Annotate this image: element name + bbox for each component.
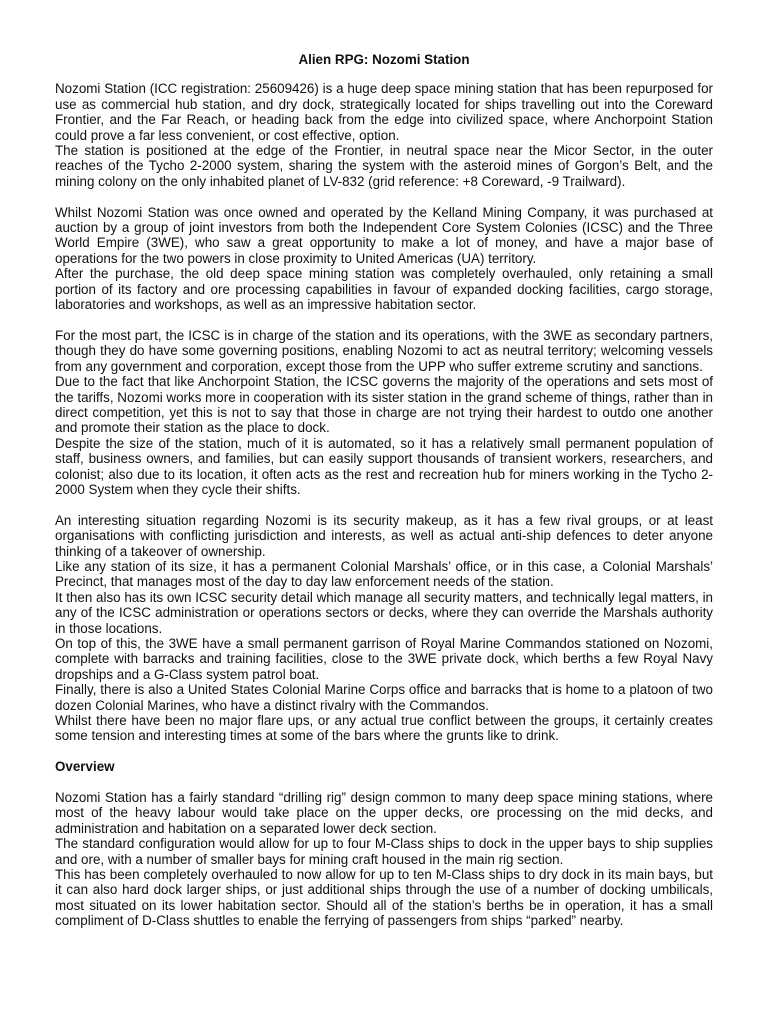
section-intro — [55, 81, 713, 189]
paragraph: An interesting situation regarding Nozomi is its security makeup, as it has a few rival groups, or at least organisations with conflicting jurisdiction and interests, as well as actual anti-ship defences to deter anyone thinking of a takeover of ownership. — [55, 512, 713, 559]
paragraph: Nozomi Station has a fairly standard “drilling rig” design common to many deep space mining stations, where most of the heavy labour would take place on the upper decks, ore processing on the mid decks, and administration and habitation on a separated lower deck section. — [55, 790, 713, 836]
paragraph: The standard configuration would allow for up to four M-Class ships to dock in the upper bays to ship supplies and ore, with a number of smaller bays for mining craft housed in the main rig section. — [55, 836, 713, 867]
section-security — [55, 513, 713, 744]
paragraph: Due to the fact that like Anchorpoint Station, the ICSC governs the majority of the operations and sets most of the tariffs, Nozomi works more in cooperation with its sister station in the grand scheme of things, rather than in direct competition, yet this is not to say that those in charge are not trying their hardest to outdo one another and promote their station as the place to dock. — [55, 374, 713, 436]
paragraph: On top of this, the 3WE have a small permanent garrison of Royal Marine Commandos stationed on Nozomi, complete with barracks and training facilities, close to the 3WE private dock, which berths a few Royal Navy dropships and a G-Class system patrol boat. — [55, 635, 713, 682]
paragraph: This has been completely overhauled to now allow for up to ten M-Class ships to dry dock in its main bays, but it can also hard dock larger ships, or just additional ships through the use of a number of docking umbilicals, most situated on its lower habitation sector. Should all of the station’s berths be in operation, it has a small compliment of D-Class shuttles to enable the ferrying of passengers from ships “parked” nearby. — [55, 867, 713, 929]
section-governance — [55, 328, 713, 497]
paragraph: Whilst Nozomi Station was once owned and operated by the Kelland Mining Company, it was purchased at auction by a group of joint investors from both the Independent Core System Colonies (ICSC) and the Three World Empire (3WE), who saw a great opportunity to make a lot of money, and have a major base of operations for the two powers in close proximity to United Americas (UA) territory. — [55, 204, 713, 266]
document-page — [55, 52, 713, 929]
paragraph: The station is positioned at the edge of the Frontier, in neutral space near the Micor Sector, in the outer reaches of the Tycho 2-2000 system, sharing the system with the asteroid mines of Gorgon’s Belt, and the mining colony on the only inhabited planet of LV-832 (grid reference: +8 Coreward, -9 Trailward). — [55, 143, 713, 189]
paragraph: For the most part, the ICSC is in charge of the station and its operations, with the 3WE as secondary partners, though they do have some governing positions, enabling Nozomi to act as neutral territory; welcoming vessels from any government and corporation, except those from the UPP who suffer extreme scrutiny and sanctions. — [55, 327, 713, 374]
overview-heading: Overview — [55, 759, 115, 775]
paragraph: It then also has its own ICSC security detail which manage all security matters, and technically legal matters, in any of the ICSC administration or operations sectors or decks, where they can override the Marshals authority in those locations. — [55, 589, 713, 636]
paragraph: Nozomi Station (ICC registration: 25609426) is a huge deep space mining station that has been repurposed for use as commercial hub station, and dry dock, strategically located for ships travelling out into the Coreward Frontier, and the Far Reach, or heading back from the edge into civilized space, where Anchorpoint Station could prove a far less convenient, or cost effective, option. — [55, 81, 713, 143]
paragraph: Despite the size of the station, much of it is automated, so it has a relatively small permanent population of staff, business owners, and families, but can easily support thousands of transient workers, researchers, and colonist; also due to its location, it often acts as the rest and recreation hub for miners working in the Tycho 2-2000 System when they cycle their shifts. — [55, 435, 713, 497]
section-ownership — [55, 205, 713, 313]
paragraph: After the purchase, the old deep space mining station was completely overhauled, only retaining a small portion of its factory and ore processing capabilities in favour of expanded docking facilities, cargo storage, laboratories and workshops, as well as an impressive habitation sector. — [55, 266, 713, 313]
paragraph: Like any station of its size, it has a permanent Colonial Marshals’ office, or in this case, a Colonial Marshals’ Precinct, that manages most of the day to day law enforcement needs of the station. — [55, 558, 713, 590]
paragraph: Whilst there have been no major flare ups, or any actual true conflict between the groups, it certainly creates some tension and interesting times at some of the bars where the grunts like to drink. — [55, 713, 713, 744]
document-title: Alien RPG: Nozomi Station — [298, 52, 470, 67]
paragraph: Finally, there is also a United States Colonial Marine Corps office and barracks that is home to a platoon of two dozen Colonial Marines, who have a distinct rivalry with the Commandos. — [55, 682, 713, 713]
section-overview — [55, 790, 713, 929]
